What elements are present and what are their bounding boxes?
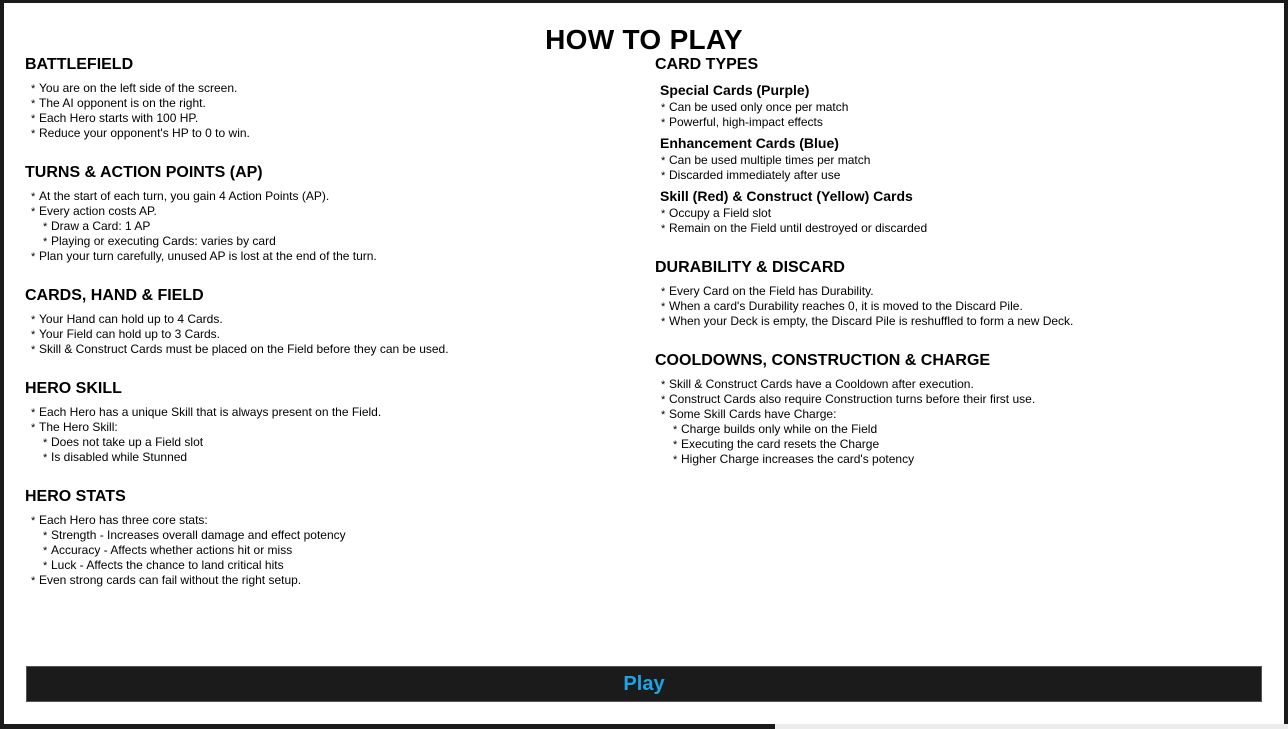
bullet-icon: * [31, 575, 36, 587]
list-item-text: You are on the left side of the screen. [39, 81, 238, 95]
section [25, 379, 625, 465]
bullet-icon: * [661, 286, 666, 298]
list-item-text: Remain on the Field until destroyed or discarded [669, 221, 928, 235]
list-item [25, 558, 625, 573]
list-item-text: Even strong cards can fail without the right setup. [39, 573, 302, 587]
list-item [25, 234, 625, 249]
card-types-section [655, 55, 1275, 236]
how-to-play-panel [4, 3, 1284, 724]
bullet-icon: * [661, 394, 666, 406]
bullet-icon: * [31, 314, 36, 326]
card-type [655, 81, 1275, 130]
bullet-icon: * [661, 155, 666, 167]
section [25, 163, 625, 264]
bullet-icon: * [31, 128, 36, 140]
list-item-text: Some Skill Cards have Charge: [669, 407, 837, 421]
list-item-text: Construct Cards also require Construction turns before their first use. [669, 392, 1036, 406]
list-item-text: Can be used multiple times per match [669, 153, 871, 167]
list-item-text: Draw a Card: 1 AP [51, 219, 151, 233]
list-item [655, 314, 1275, 329]
bullet-icon: * [661, 117, 666, 129]
section [25, 286, 625, 357]
bullet-icon: * [43, 545, 48, 557]
list-item [25, 513, 625, 528]
list-item-text: Each Hero has three core stats: [39, 513, 208, 527]
bullet-icon: * [43, 437, 48, 449]
list-item-text: Strength - Increases overall damage and effect potency [51, 528, 346, 542]
list-item-text: Accuracy - Affects whether actions hit or miss [51, 543, 293, 557]
list-item [655, 392, 1275, 407]
bullet-icon: * [31, 98, 36, 110]
list-item-text: Each Hero starts with 100 HP. [39, 111, 199, 125]
list-item-text: Charge builds only while on the Field [681, 422, 878, 436]
list-item-text: Every action costs AP. [39, 204, 157, 218]
list-item-text: The Hero Skill: [39, 420, 118, 434]
list-item-text: Luck - Affects the chance to land critical hits [51, 558, 284, 572]
bullet-icon: * [661, 379, 666, 391]
list-item [25, 126, 625, 141]
bullet-icon: * [31, 251, 36, 263]
list-item [25, 312, 625, 327]
list-item-text: Higher Charge increases the card's potency [681, 452, 915, 466]
list-item [655, 153, 1275, 168]
right-column [655, 55, 1275, 489]
list-item [655, 221, 1275, 236]
list-item-text: Occupy a Field slot [669, 206, 772, 220]
bullet-icon: * [661, 409, 666, 421]
list-item [25, 204, 625, 219]
list-item [655, 206, 1275, 221]
bullet-icon: * [31, 113, 36, 125]
section-title: BATTLEFIELD [25, 56, 134, 73]
list-item [655, 168, 1275, 183]
bullet-icon: * [31, 83, 36, 95]
section [655, 258, 1275, 329]
list-item-text: Every Card on the Field has Durability. [669, 284, 874, 298]
list-item [655, 452, 1275, 467]
list-item [25, 405, 625, 420]
list-item-text: Skill & Construct Cards have a Cooldown after execution. [669, 377, 974, 391]
list-item [655, 407, 1275, 422]
play-button[interactable]: Play [26, 666, 1262, 702]
list-item [25, 543, 625, 558]
list-item [25, 249, 625, 264]
card-type [655, 187, 1275, 236]
list-item-text: Is disabled while Stunned [51, 450, 188, 464]
bullet-icon: * [661, 223, 666, 235]
bullet-icon: * [31, 422, 36, 434]
list-item [25, 342, 625, 357]
list-item [25, 219, 625, 234]
list-item-text: Playing or executing Cards: varies by card [51, 234, 276, 248]
bullet-icon: * [661, 316, 666, 328]
list-item [25, 189, 625, 204]
list-item-text: Your Hand can hold up to 4 Cards. [39, 312, 223, 326]
card-type-title: Special Cards (Purple) [660, 82, 810, 98]
bullet-icon: * [673, 439, 678, 451]
list-item-text: Executing the card resets the Charge [681, 437, 880, 451]
bullet-icon: * [31, 344, 36, 356]
bullet-icon: * [661, 301, 666, 313]
bullet-icon: * [31, 407, 36, 419]
bullet-icon: * [31, 206, 36, 218]
bullet-icon: * [43, 560, 48, 572]
list-item [25, 573, 625, 588]
page-title: HOW TO PLAY [545, 24, 743, 55]
list-item-text: Can be used only once per match [669, 100, 849, 114]
list-item-text: Reduce your opponent's HP to 0 to win. [39, 126, 250, 140]
bullet-icon: * [43, 236, 48, 248]
list-item [655, 115, 1275, 130]
list-item [655, 422, 1275, 437]
bullet-icon: * [661, 170, 666, 182]
bullet-icon: * [43, 452, 48, 464]
list-item [25, 111, 625, 126]
section [25, 55, 625, 141]
list-item-text: Each Hero has a unique Skill that is always present on the Field. [39, 405, 382, 419]
section [25, 487, 625, 588]
list-item [25, 435, 625, 450]
section-title: TURNS & ACTION POINTS (AP) [25, 164, 263, 181]
list-item [25, 327, 625, 342]
bullet-icon: * [43, 221, 48, 233]
list-item [25, 450, 625, 465]
bullet-icon: * [673, 454, 678, 466]
list-item [655, 100, 1275, 115]
list-item-text: Discarded immediately after use [669, 168, 841, 182]
section [655, 351, 1275, 467]
list-item-text: When your Deck is empty, the Discard Pile is reshuffled to form a new Deck. [669, 314, 1074, 328]
bullet-icon: * [43, 530, 48, 542]
list-item-text: At the start of each turn, you gain 4 Action Points (AP). [39, 189, 330, 203]
list-item-text: Does not take up a Field slot [51, 435, 204, 449]
list-item-text: The AI opponent is on the right. [39, 96, 206, 110]
section-title: DURABILITY & DISCARD [655, 259, 845, 276]
list-item-text: Your Field can hold up to 3 Cards. [39, 327, 221, 341]
section-title: CARDS, HAND & FIELD [25, 287, 204, 304]
card-type-title: Enhancement Cards (Blue) [660, 135, 839, 151]
list-item [655, 284, 1275, 299]
list-item [25, 420, 625, 435]
section-title: HERO STATS [25, 488, 126, 505]
list-item [25, 96, 625, 111]
section-title: COOLDOWNS, CONSTRUCTION & CHARGE [655, 352, 991, 369]
list-item-text: When a card's Durability reaches 0, it is moved to the Discard Pile. [669, 299, 1023, 313]
list-item [25, 81, 625, 96]
list-item-text: Skill & Construct Cards must be placed on the Field before they can be used. [39, 342, 449, 356]
list-item [25, 528, 625, 543]
bullet-icon: * [31, 515, 36, 527]
bullet-icon: * [31, 191, 36, 203]
bullet-icon: * [31, 329, 36, 341]
card-type [655, 134, 1275, 183]
left-column [25, 55, 625, 610]
bullet-icon: * [661, 102, 666, 114]
bullet-icon: * [661, 208, 666, 220]
list-item-text: Powerful, high-impact effects [669, 115, 823, 129]
card-type-title: Skill (Red) & Construct (Yellow) Cards [660, 188, 913, 204]
list-item [655, 299, 1275, 314]
list-item [655, 437, 1275, 452]
list-item-text: Plan your turn carefully, unused AP is lost at the end of the turn. [39, 249, 377, 263]
bullet-icon: * [673, 424, 678, 436]
section-title: CARD TYPES [655, 56, 759, 73]
section-title: HERO SKILL [25, 380, 122, 397]
list-item [655, 377, 1275, 392]
bottom-strip [775, 724, 1288, 729]
